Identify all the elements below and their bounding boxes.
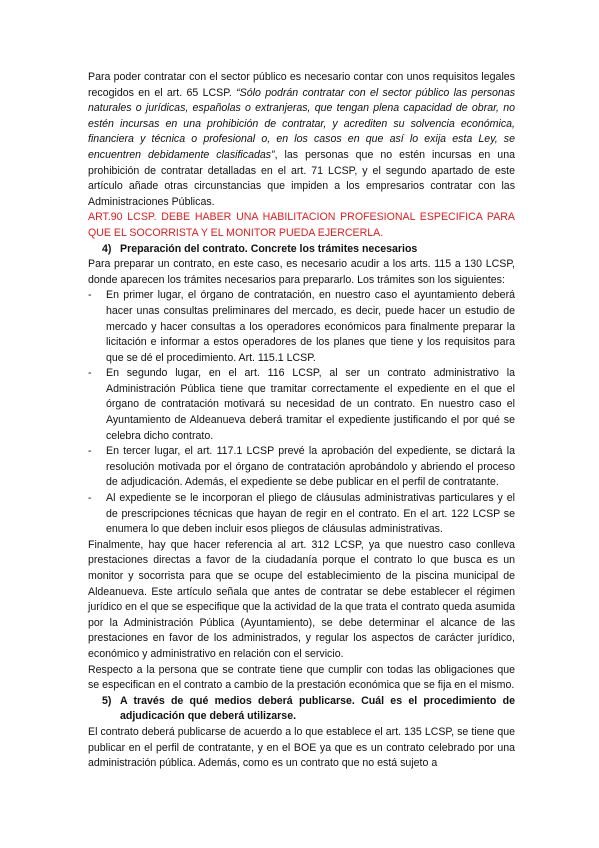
intro-paragraph xyxy=(88,70,515,210)
tramites-list xyxy=(88,288,515,538)
list-item-text: En tercer lugar, el art. 117.1 LCSP prevé la aprobación del expediente, se dictará la resolución motivada por el órgano de contratación aprobándolo y abriendo el proceso de adjudicación. Además, el expediente se debe publicar en el perfil de contratante. xyxy=(106,445,515,489)
dash-bullet: - xyxy=(88,289,92,302)
respecto-paragraph: Respecto a la persona que se contrate tiene que cumplir con todas las obligaciones que se especifican en el contrato a cambio de la prestación económica que se fija en el mismo. xyxy=(88,663,515,692)
section-4-title: Preparación del contrato. Concrete los trámites necesarios xyxy=(120,242,418,255)
intro-text-1: Para poder contratar con el sector público es necesario contar con unos requisitos legales recogidos en el art. 65 LCSP. xyxy=(88,71,515,99)
section-5-body: El contrato deberá publicarse de acuerdo a lo que establece el art. 135 LCSP, se tiene que publicar en el perfil de contratante, y en el BOE ya que es un contrato celebrado por una administración pública. Además, como es un contrato que no está sujeto a xyxy=(88,725,515,770)
intro-text-2: , las personas que no estén incursas en una prohibición de contratar detalladas en el art. 71 LCSP, y el segundo apartado de este artículo añade otras circunstancias que impiden a los empresarios contratar con las Administraciones Públicas. xyxy=(88,148,515,208)
section-4-number: 4) xyxy=(102,242,112,255)
dash-bullet: - xyxy=(88,492,92,505)
finalmente-paragraph: Finalmente, hay que hacer referencia al art. 312 LCSP, ya que nuestro caso conlleva prestaciones directas a favor de la ciudadanía porque el contrato lo que busca es un monitor y socorrista para que se ocupe del establecimiento de la piscina municipal de Aldeanueva. Este artículo señala que antes de contratar se debe establecer el régimen jurídico en el que se especifique que la actividad de la que trata el contrato queda asumida por la Administración Pública (Ayuntamiento), se debe determinar el alcance de las prestaciones en favor de los administrados, y regular los aspectos de carácter jurídico, económico y administrativo en relación con el servicio. xyxy=(88,538,515,660)
intro-quote: “Sólo podrán contratar con el sector público las personas naturales o jurídicas, españolas o extranjeras, que tengan plena capacidad de obrar, no estén incursas en una prohibición de contratar, y acrediten su solvencia económica, financiera y técnica o profesional o, en los casos en que así lo exija esta Ley, se encuentren debidamente clasificadas” xyxy=(88,86,516,161)
list-item-text: En segundo lugar, en el art. 116 LCSP, al ser un contrato administrativo la Administración Pública tiene que tramitar correctamente el expediente en el que el órgano de contratación motivará su necesidad de un contrato. En nuestro caso el Ayuntamiento de Aldeanueva deberá tramitar el expediente justificando el por qué se celebra dicho contrato. xyxy=(106,367,515,442)
dash-bullet: - xyxy=(88,367,92,380)
list-item xyxy=(88,288,515,366)
section-5-heading xyxy=(102,694,515,725)
section-5-title: A través de qué medios deberá publicarse. Cuál es el procedimiento de adjudicación que deberá utilizarse. xyxy=(120,694,515,723)
list-item-text: En primer lugar, el órgano de contratación, en nuestro caso el ayuntamiento deberá hacer unas consultas preliminares del mercado, es decir, puede hacer un estudio de mercado y hacer consultas a los operadores económicos para finalmente preparar la licitación e informar a estos operadores de los planes que tiene y los requisitos para que se dé el procedimiento. Art. 115.1 LCSP. xyxy=(106,289,515,364)
dash-bullet: - xyxy=(88,445,92,458)
red-note: ART.90 LCSP. DEBE HABER UNA HABILITACION PROFESIONAL ESPECIFICA PARA QUE EL SOCORRISTA Y EL MONITOR PUEDA EJERCERLA. xyxy=(88,211,515,239)
list-item-text: Al expediente se le incorporan el pliego de cláusulas administrativas particulares y el de prescripciones técnicas que hayan de regir en el contrato. En el art. 122 LCSP se enumera lo que deben incluir esos pliegos de cláusulas administrativas. xyxy=(106,492,515,536)
section-4-heading xyxy=(102,242,515,258)
list-item xyxy=(88,444,515,491)
list-item xyxy=(88,366,515,444)
section-5-number: 5) xyxy=(102,694,112,707)
list-item xyxy=(88,491,515,538)
section-4-intro: Para preparar un contrato, en este caso, es necesario acudir a los arts. 115 a 130 LCSP, donde aparecen los trámites necesarios para prepararlo. Los trámites son los siguientes: xyxy=(88,258,515,286)
